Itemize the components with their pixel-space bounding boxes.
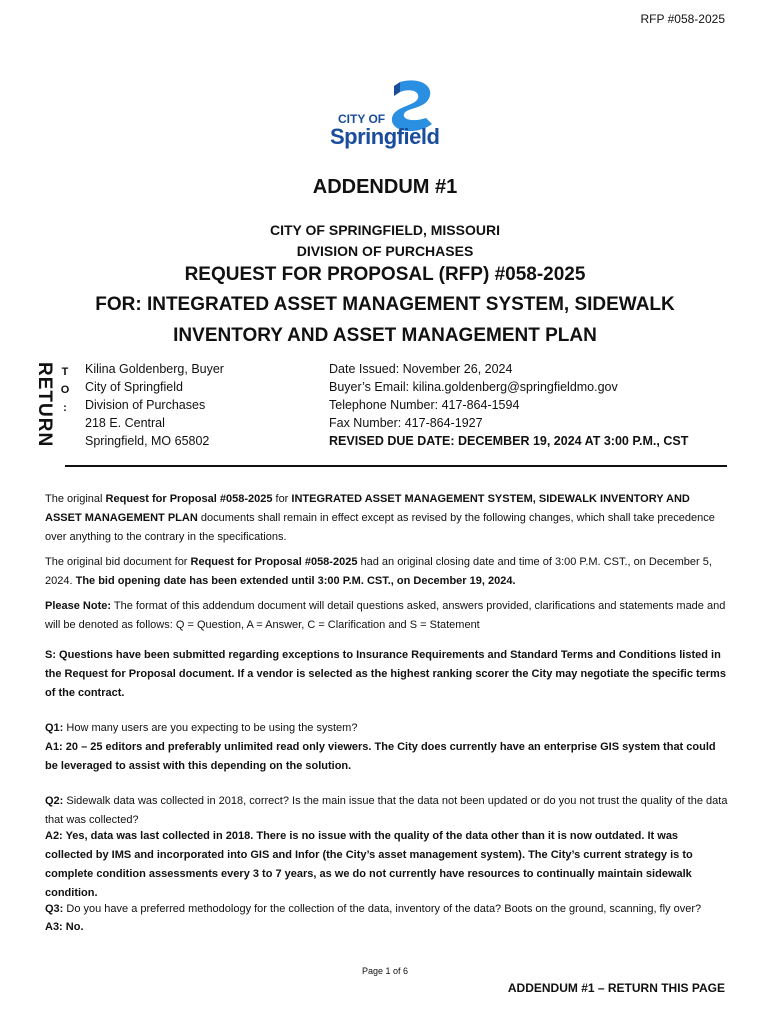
- rfp-number: RFP #058-2025: [640, 12, 725, 26]
- page-number: Page 1 of 6: [361, 966, 409, 976]
- date-issued: Date Issued: November 26, 2024: [329, 362, 513, 376]
- telephone: Telephone Number: 417-864-1594: [329, 398, 520, 412]
- buyer-email[interactable]: Buyer’s Email: kilina.goldenberg@springfieldmo.gov: [329, 380, 618, 394]
- address-line: Springfield, MO 65802: [85, 434, 210, 448]
- fax: Fax Number: 417-864-1927: [329, 416, 483, 430]
- answer-3: A3: No.: [45, 921, 84, 933]
- address-line: City of Springfield: [85, 380, 183, 394]
- paragraph-please-note: Please Note: The format of this addendum document will detail questions asked, answers provided, clarifications and statements made and will be denoted as follows: Q = Question, A = Answer, C = Clarification and S = Statement: [45, 600, 726, 631]
- question-2: Q2: Sidewalk data was collected in 2018, correct? Is the main issue that the data not been updated or do you not trust the quality of the data that was collected?: [45, 795, 728, 826]
- answer-2: A2: Yes, data was last collected in 2018. There is no issue with the quality of the data other than it is now outdated. It was collected by IMS and incorporated into GIS and Infor (the City’s asset management system). The City’s current strategy is to complete condition assessments every 3 to 7 years, as we do not currently have resources to continually maintain sidewalk condition.: [45, 830, 693, 899]
- divider: [65, 465, 727, 467]
- issue-info: [329, 360, 688, 450]
- for-title-line2: INVENTORY AND ASSET MANAGEMENT PLAN: [173, 325, 597, 346]
- logo-city-of: CITY OF: [338, 112, 386, 126]
- rfp-title: REQUEST FOR PROPOSAL (RFP) #058-2025: [184, 264, 586, 285]
- division-heading: DIVISION OF PURCHASES: [296, 243, 474, 259]
- revised-due-date: REVISED DUE DATE: DECEMBER 19, 2024 AT 3:00 P.M., CST: [329, 434, 689, 448]
- address-line: Division of Purchases: [85, 398, 206, 412]
- address-line: Kilina Goldenberg, Buyer: [85, 362, 224, 376]
- question-1: Q1: How many users are you expecting to be using the system?: [45, 722, 358, 734]
- to-label: T O :: [60, 366, 70, 414]
- address-line: 218 E. Central: [85, 416, 165, 430]
- logo-springfield: Springfield: [330, 124, 440, 149]
- city-heading: CITY OF SPRINGFIELD, MISSOURI: [270, 222, 500, 238]
- paragraph-bid-date: The original bid document for Request for Proposal #058-2025 had an original closing date and time of 3:00 P.M. CST., on December 5, 2024. The bid opening date has been extended until 3:00 P.M. CST., on December 19, 2024.: [45, 556, 712, 587]
- for-title-line1: FOR: INTEGRATED ASSET MANAGEMENT SYSTEM, SIDEWALK: [95, 294, 675, 315]
- paragraph-original-rfp: The original Request for Proposal #058-2025 for INTEGRATED ASSET MANAGEMENT SYSTEM, SIDEWALK INVENTORY AND ASSET MANAGEMENT PLAN documents shall remain in effect except as revised by the following changes, which shall take precedence over anything to the contrary in the specifications.: [45, 493, 715, 543]
- addendum-title: ADDENDUM #1: [312, 176, 458, 198]
- city-logo: [330, 78, 442, 150]
- return-this-page: ADDENDUM #1 – RETURN THIS PAGE: [507, 981, 725, 995]
- return-address: [85, 360, 224, 450]
- question-3: Q3: Do you have a preferred methodology for the collection of the data, inventory of the data? Boots on the ground, scanning, fly over?: [45, 903, 702, 915]
- return-label: RETURN: [34, 362, 55, 448]
- statement-s: S: Questions have been submitted regarding exceptions to Insurance Requirements and Standard Terms and Conditions listed in the Request for Proposal document. If a vendor is selected as the highest ranking scorer the City may negotiate the specific terms of the contract.: [45, 649, 726, 699]
- answer-1: A1: 20 – 25 editors and preferably unlimited read only viewers. The City does currently have an enterprise GIS system that could be leveraged to assist with this depending on the solution.: [45, 741, 716, 772]
